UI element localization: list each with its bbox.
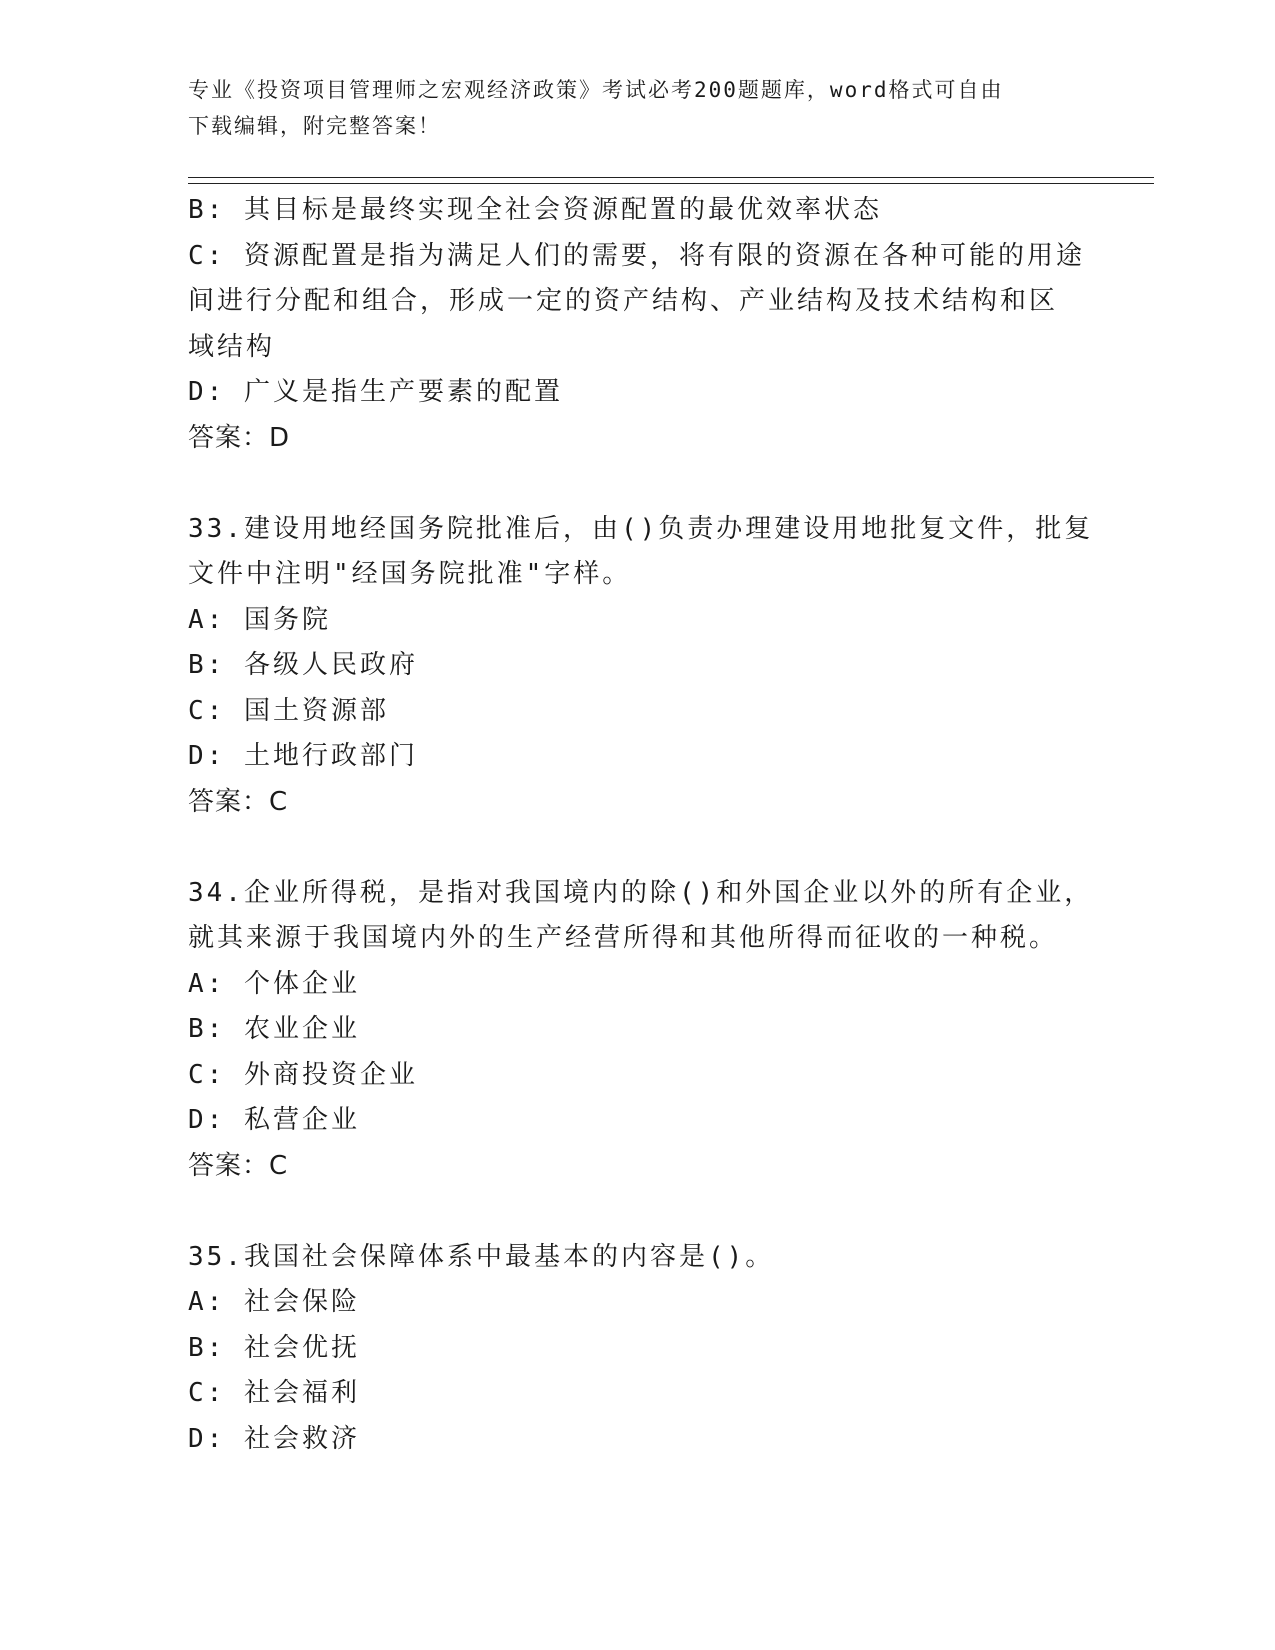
option-d: D: 私营企业 bbox=[188, 1105, 360, 1135]
option-d: D: 广义是指生产要素的配置 bbox=[188, 377, 563, 407]
question-stem-line-2: 文件中注明"经国务院批准"字样。 bbox=[188, 559, 632, 589]
question-block-34 bbox=[188, 871, 1094, 1190]
question-block-33 bbox=[188, 507, 1094, 826]
option-c: C: 国土资源部 bbox=[188, 695, 389, 726]
option-a: A: 个体企业 bbox=[188, 968, 360, 999]
spacer bbox=[188, 1189, 1088, 1235]
option-b: B: 社会优抚 bbox=[188, 1332, 360, 1363]
option-c-line-1: C: 资源配置是指为满足人们的需要，将有限的资源在各种可能的用途 bbox=[188, 240, 1085, 271]
answer-label: 答案：C bbox=[188, 786, 289, 817]
spacer bbox=[188, 461, 1088, 507]
question-block-32 bbox=[188, 188, 1088, 461]
option-c-line-2: 间进行分配和组合，形成一定的资产结构、产业结构及技术结构和区 bbox=[188, 286, 1059, 316]
option-d: D: 社会救济 bbox=[188, 1423, 360, 1454]
answer-label: 答案：C bbox=[188, 1150, 289, 1181]
header-divider-bottom bbox=[188, 183, 1154, 184]
document-header bbox=[188, 72, 1088, 144]
header-divider-top bbox=[188, 177, 1154, 178]
option-c: C: 外商投资企业 bbox=[188, 1059, 418, 1090]
question-stem-line-1: 35.我国社会保障体系中最基本的内容是()。 bbox=[188, 1241, 775, 1272]
question-block-35 bbox=[188, 1235, 1088, 1463]
header-line-1: 专业《投资项目管理师之宏观经济政策》考试必考200题题库，word格式可自由 bbox=[188, 78, 1004, 102]
question-stem-line-1: 33.建设用地经国务院批准后，由()负责办理建设用地批复文件，批复 bbox=[188, 513, 1094, 544]
question-stem-line-1: 34.企业所得税，是指对我国境内的除()和外国企业以外的所有企业， bbox=[188, 877, 1094, 908]
answer-label: 答案：D bbox=[188, 422, 291, 453]
option-b: B: 农业企业 bbox=[188, 1014, 360, 1044]
option-a: A: 国务院 bbox=[188, 604, 331, 635]
option-c: C: 社会福利 bbox=[188, 1378, 360, 1408]
header-line-2: 下载编辑，附完整答案！ bbox=[188, 114, 441, 138]
option-d: D: 土地行政部门 bbox=[188, 741, 418, 771]
question-stem-line-2: 就其来源于我国境内外的生产经营所得和其他所得而征收的一种税。 bbox=[188, 923, 1059, 953]
option-c-line-3: 域结构 bbox=[188, 331, 276, 362]
question-list bbox=[188, 188, 1094, 1462]
option-b: B: 各级人民政府 bbox=[188, 650, 418, 680]
option-a: A: 社会保险 bbox=[188, 1287, 360, 1317]
option-b: B: 其目标是最终实现全社会资源配置的最优效率状态 bbox=[188, 195, 882, 225]
spacer bbox=[188, 825, 1088, 871]
